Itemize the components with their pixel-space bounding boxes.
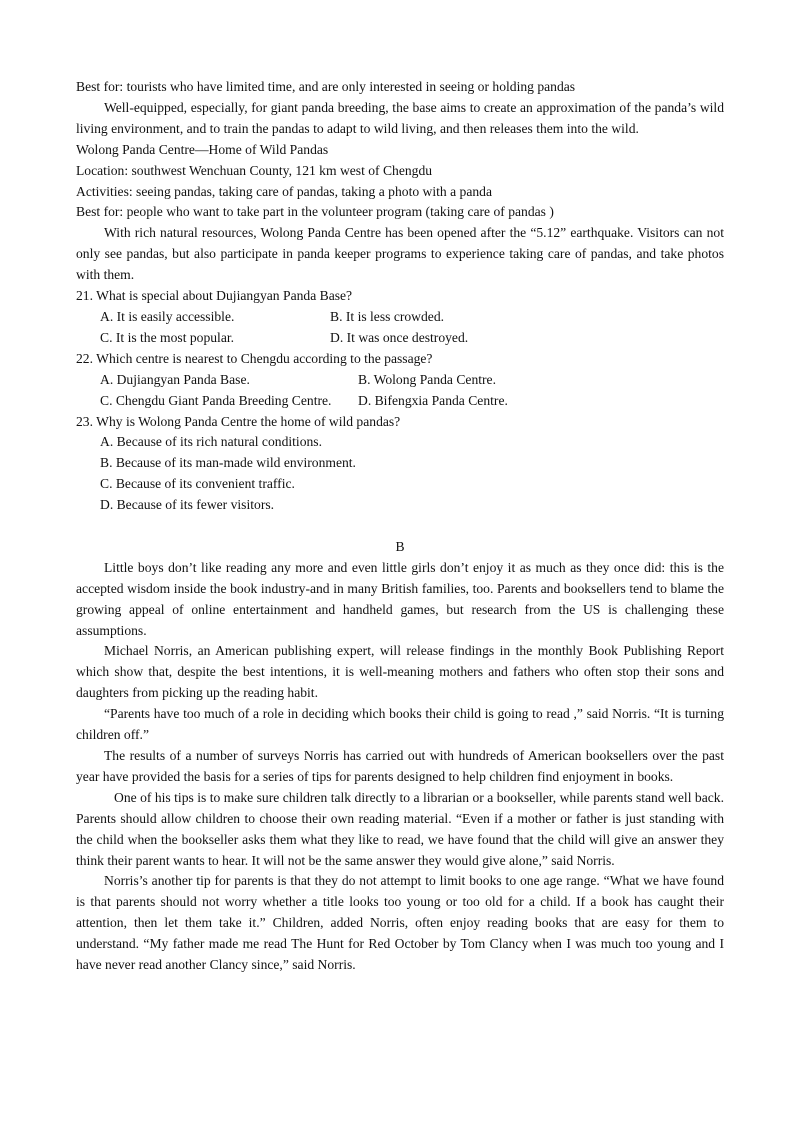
questions-section: [76, 286, 724, 516]
question-22-option-d: D. Bifengxia Panda Centre.: [358, 392, 508, 408]
part-b-section: [76, 537, 724, 976]
part-b-paragraph-2: Michael Norris, an American publishing expert, will release findings in the monthly Book Publishing Report which show that, despite the best intentions, it is well-meaning mothers and fathers who often stop their sons and daughters from picking up the reading habit.: [76, 643, 724, 701]
question-23-option-c: C. Because of its convenient traffic.: [100, 476, 295, 492]
question-21-stem: 21. What is special about Dujiangyan Panda Base?: [76, 288, 353, 304]
paragraph-wolong-description: With rich natural resources, Wolong Panda Centre has been opened after the “5.12” earthquake. Visitors can not only see pandas, but also participate in panda keeper programs to experience taking care of pandas, and take photos with them.: [76, 225, 724, 283]
wolong-location: Location: southwest Wenchuan County, 121 km west of Chengdu: [76, 162, 433, 178]
question-23-option-a: A. Because of its rich natural conditions.: [100, 434, 322, 450]
part-b-paragraph-6: Norris’s another tip for parents is that they do not attempt to limit books to one age range. “What we have found is that parents should not worry whether a title looks too young or too old for a child. If a book has caught their attention, then let them take it.” Children, added Norris, often enjoy reading books that are easy for them to understand. “My father made me read The Hunt for Red October by Tom Clancy when I was much too young and I have never read another Clancy since,” said Norris.: [76, 873, 724, 973]
part-a-section: [76, 77, 724, 286]
question-22-option-b: B. Wolong Panda Centre.: [358, 371, 496, 387]
wolong-best-for: Best for: people who want to take part in the volunteer program (taking care of pandas ): [76, 204, 554, 220]
wolong-activities: Activities: seeing pandas, taking care of pandas, taking a photo with a panda: [76, 183, 492, 199]
paragraph-base-description: Well-equipped, especially, for giant panda breeding, the base aims to create an approximation of the panda’s wild living environment, and to train the pandas to adapt to wild living, and then releases them into the wild.: [76, 99, 724, 136]
part-b-paragraph-4: The results of a number of surveys Norris has carried out with hundreds of American booksellers over the past year have provided the basis for a series of tips for parents designed to help children find enjoyment in books.: [76, 747, 724, 784]
question-22-options-row-1: [76, 370, 724, 391]
question-22-options-row-2: [76, 391, 724, 412]
part-b-paragraph-1: Little boys don’t like reading any more and even little girls don’t enjoy it as much as they once did: this is the accepted wisdom inside the book industry-and in many British families, too. Parents and booksellers tend to blame the growing appeal of online entertainment and handheld games, but research from the US is challenging these assumptions.: [76, 559, 724, 638]
question-23-option-d: D. Because of its fewer visitors.: [100, 497, 275, 513]
part-b-heading: B: [395, 538, 405, 554]
question-21-option-a: A. It is easily accessible.: [100, 308, 235, 324]
question-21-option-d: D. It was once destroyed.: [330, 329, 469, 345]
part-b-paragraph-5: One of his tips is to make sure children talk directly to a librarian or a bookseller, while parents stand well back. Parents should allow children to choose their own reading material. “Even if a mother or father is just standing with the child when the bookseller asks them what they like to read, we have found that the child will give an answer they think their parent wants to hear. It will not be the same answer they would give alone,” said Norris.: [76, 789, 724, 868]
question-22-stem: 22. Which centre is nearest to Chengdu according to the passage?: [76, 350, 433, 366]
question-21-option-c: C. It is the most popular.: [100, 329, 235, 345]
document-page: [76, 77, 724, 976]
best-for-line: Best for: tourists who have limited time, and are only interested in seeing or holding pandas: [76, 79, 576, 94]
question-22-option-c: C. Chengdu Giant Panda Breeding Centre.: [100, 392, 332, 408]
question-21-options-row-1: [76, 307, 724, 328]
wolong-title: Wolong Panda Centre—Home of Wild Pandas: [76, 141, 329, 157]
part-b-paragraph-3: “Parents have too much of a role in deciding which books their child is going to read ,” said Norris. “It is turning children off.”: [76, 706, 724, 743]
question-22-option-a: A. Dujiangyan Panda Base.: [100, 371, 250, 387]
question-23-option-b: B. Because of its man-made wild environment.: [100, 455, 356, 471]
question-21-option-b: B. It is less crowded.: [330, 308, 445, 324]
question-21-options-row-2: [76, 328, 724, 349]
question-23-stem: 23. Why is Wolong Panda Centre the home of wild pandas?: [76, 413, 401, 429]
